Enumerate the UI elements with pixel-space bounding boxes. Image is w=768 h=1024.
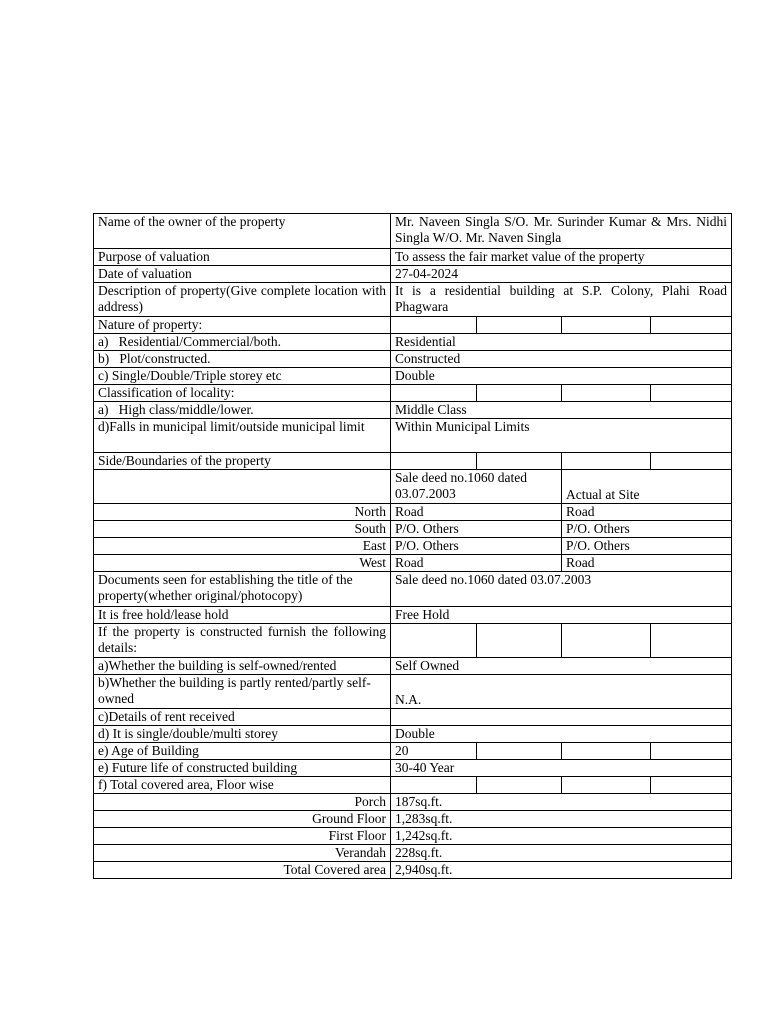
row-classification (94, 385, 732, 402)
highclass-value: Middle Class (391, 402, 732, 419)
plot-value: Constructed (391, 351, 732, 368)
boundaries-label: Side/Boundaries of the property (94, 453, 391, 470)
rent-label: c)Details of rent received (94, 709, 391, 726)
ground-value: 1,283sq.ft. (391, 811, 732, 828)
row-storey (94, 368, 732, 385)
residential-value: Residential (391, 334, 732, 351)
north-deed: Road (391, 504, 562, 521)
classification-label: Classification of locality: (94, 385, 391, 402)
verandah-label: Verandah (94, 845, 391, 862)
date-label: Date of valuation (94, 266, 391, 283)
freehold-value: Free Hold (391, 607, 732, 624)
row-plot (94, 351, 732, 368)
multistorey-label: d) It is single/double/multi storey (94, 726, 391, 743)
boundary-header-actual: Actual at Site (562, 470, 732, 504)
row-selfowned (94, 658, 732, 675)
south-label: South (94, 521, 391, 538)
row-highclass (94, 402, 732, 419)
futurelife-label: e) Future life of constructed building (94, 760, 391, 777)
row-south (94, 521, 732, 538)
row-boundaries (94, 453, 732, 470)
row-nature (94, 317, 732, 334)
east-actual: P/O. Others (562, 538, 732, 555)
row-constructed (94, 624, 732, 658)
owner-value: Mr. Naveen Singla S/O. Mr. Surinder Kumar & Mrs. Nidhi Singla W/O. Mr. Naven Singla (391, 214, 732, 249)
residential-label: a) Residential/Commercial/both. (94, 334, 391, 351)
coveredarea-label: f) Total covered area, Floor wise (94, 777, 391, 794)
south-actual: P/O. Others (562, 521, 732, 538)
age-label: e) Age of Building (94, 743, 391, 760)
municipal-label: d)Falls in municipal limit/outside municipal limit (94, 419, 391, 453)
south-deed: P/O. Others (391, 521, 562, 538)
total-label: Total Covered area (94, 862, 391, 879)
row-description (94, 283, 732, 317)
west-label: West (94, 555, 391, 572)
boundary-header-deed: Sale deed no.1060 dated 03.07.2003 (391, 470, 562, 504)
porch-label: Porch (94, 794, 391, 811)
row-residential (94, 334, 732, 351)
nature-label: Nature of property: (94, 317, 391, 334)
plot-label: b) Plot/constructed. (94, 351, 391, 368)
first-value: 1,242sq.ft. (391, 828, 732, 845)
multistorey-value: Double (391, 726, 732, 743)
verandah-value: 228sq.ft. (391, 845, 732, 862)
row-verandah (94, 845, 732, 862)
north-label: North (94, 504, 391, 521)
row-first (94, 828, 732, 845)
row-age (94, 743, 732, 760)
row-ground (94, 811, 732, 828)
porch-value: 187sq.ft. (391, 794, 732, 811)
row-west (94, 555, 732, 572)
row-multistorey (94, 726, 732, 743)
row-boundary-header (94, 470, 732, 504)
east-deed: P/O. Others (391, 538, 562, 555)
row-partlyrented (94, 675, 732, 709)
row-freehold (94, 607, 732, 624)
partlyrented-value: N.A. (391, 675, 732, 709)
age-value: 20 (391, 743, 477, 760)
north-actual: Road (562, 504, 732, 521)
constructed-label: If the property is constructed furnish the following details: (94, 624, 391, 658)
row-municipal (94, 419, 732, 453)
highclass-label: a) High class/middle/lower. (94, 402, 391, 419)
row-porch (94, 794, 732, 811)
east-label: East (94, 538, 391, 555)
west-deed: Road (391, 555, 562, 572)
row-coveredarea (94, 777, 732, 794)
description-label: Description of property(Give complete location with address) (94, 283, 391, 317)
description-value: It is a residential building at S.P. Colony, Plahi Road Phagwara (391, 283, 732, 317)
first-label: First Floor (94, 828, 391, 845)
selfowned-label: a)Whether the building is self-owned/rented (94, 658, 391, 675)
row-north (94, 504, 732, 521)
row-futurelife (94, 760, 732, 777)
row-rent (94, 709, 732, 726)
partlyrented-label: b)Whether the building is partly rented/partly self-owned (94, 675, 391, 709)
purpose-label: Purpose of valuation (94, 249, 391, 266)
date-value: 27-04-2024 (391, 266, 732, 283)
row-owner (94, 214, 732, 249)
storey-value: Double (391, 368, 732, 385)
ground-label: Ground Floor (94, 811, 391, 828)
documents-label: Documents seen for establishing the title of the property(whether original/photocopy) (94, 572, 391, 607)
owner-label: Name of the owner of the property (94, 214, 391, 249)
row-purpose (94, 249, 732, 266)
valuation-table (93, 213, 732, 879)
row-east (94, 538, 732, 555)
total-value: 2,940sq.ft. (391, 862, 732, 879)
municipal-value: Within Municipal Limits (391, 419, 732, 453)
row-documents (94, 572, 732, 607)
purpose-value: To assess the fair market value of the property (391, 249, 732, 266)
freehold-label: It is free hold/lease hold (94, 607, 391, 624)
selfowned-value: Self Owned (391, 658, 732, 675)
futurelife-value: 30-40 Year (391, 760, 732, 777)
row-date (94, 266, 732, 283)
row-total (94, 862, 732, 879)
west-actual: Road (562, 555, 732, 572)
documents-value: Sale deed no.1060 dated 03.07.2003 (391, 572, 732, 607)
storey-label: c) Single/Double/Triple storey etc (94, 368, 391, 385)
